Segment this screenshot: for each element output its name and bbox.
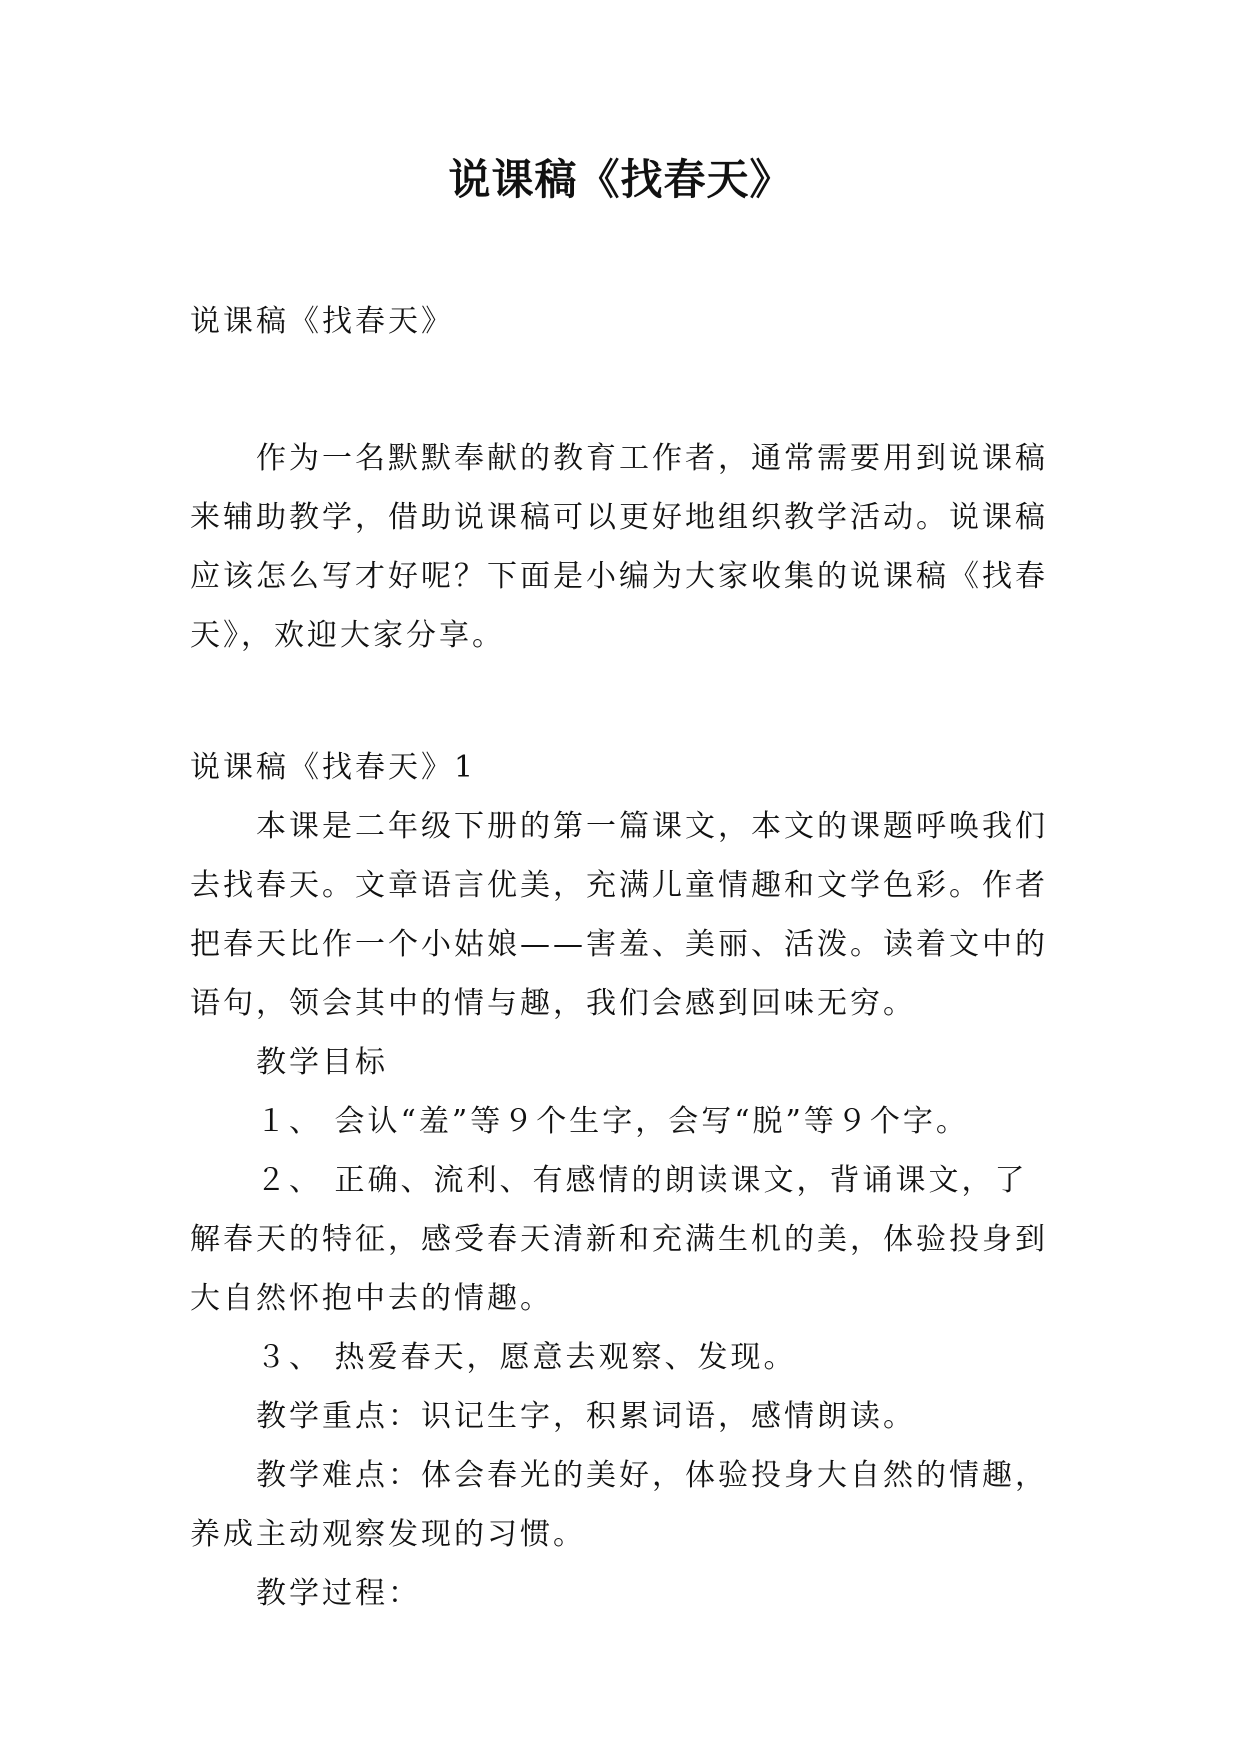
document-title: 说课稿《找春天》 — [448, 155, 793, 204]
objective-item-3: ３、 热爱春天，愿意去观察、发现。 — [256, 1340, 797, 1375]
document-body — [190, 292, 1056, 1623]
subtitle: 说课稿《找春天》 — [190, 304, 454, 339]
section-paragraph: 本课是二年级下册的第一篇课文，本文的课题呼唤我们去找春天。文章语言优美，充满儿童情趣和文学色彩。作者把春天比作一个小姑娘——害羞、美丽、活泼。读着文中的语句，领会其中的情与趣，我们会感到回味无穷。 — [190, 809, 1048, 1021]
process-heading: 教学过程： — [256, 1576, 421, 1611]
intro-paragraph: 作为一名默默奉献的教育工作者，通常需要用到说课稿来辅助教学，借助说课稿可以更好地组织教学活动。说课稿应该怎么写才好呢？下面是小编为大家收集的说课稿《找春天》，欢迎大家分享。 — [190, 441, 1048, 653]
objectives-heading: 教学目标 — [256, 1045, 388, 1080]
objective-item-1: １、 会认“羞”等９个生字，会写“脱”等９个字。 — [256, 1104, 969, 1139]
objective-item-2: ２、 正确、流利、有感情的朗读课文，背诵课文，了解春天的特征，感受春天清新和充满生机的美，体验投身到大自然怀抱中去的情趣。 — [190, 1163, 1048, 1316]
key-points: 教学重点：识记生字，积累词语，感情朗读。 — [256, 1399, 916, 1434]
section-heading: 说课稿《找春天》1 — [190, 750, 477, 785]
difficulties: 教学难点：体会春光的美好，体验投身大自然的情趣，养成主动观察发现的习惯。 — [190, 1458, 1048, 1552]
